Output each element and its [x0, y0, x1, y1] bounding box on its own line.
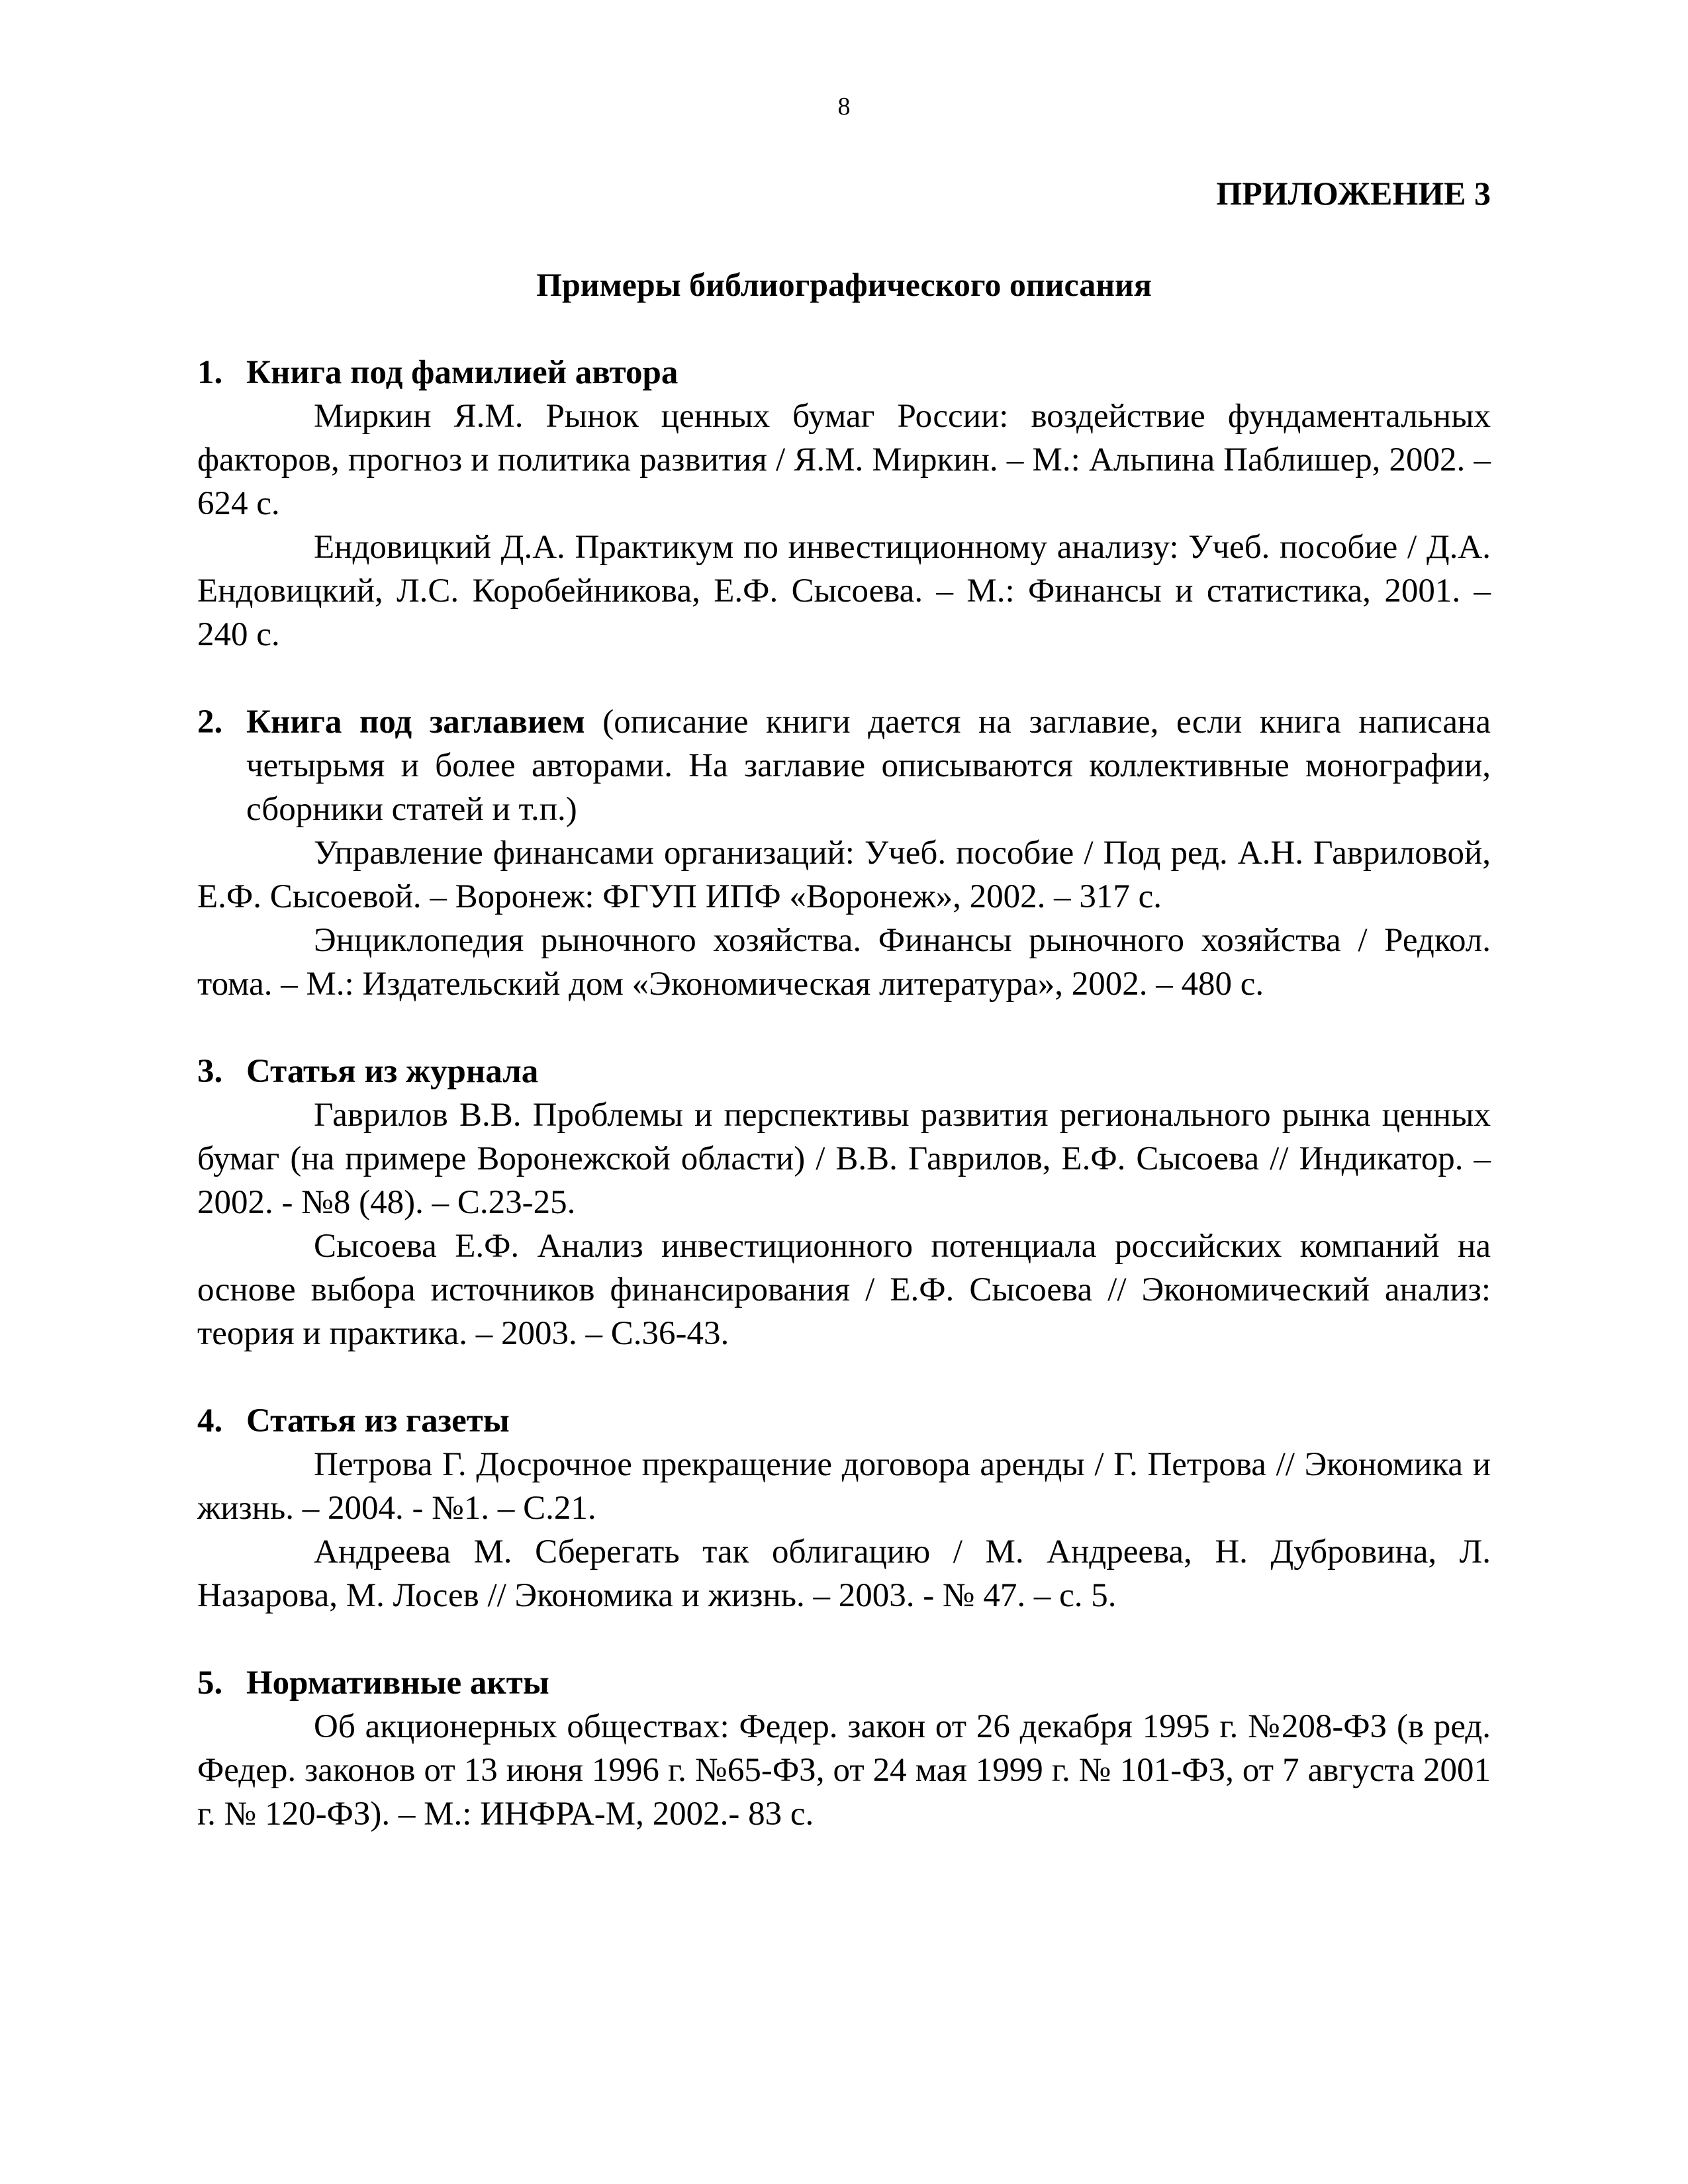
section-heading: [197, 1661, 1491, 1705]
bibliography-entry: Об акционерных обществах: Федер. закон от 26 декабря 1995 г. №208-ФЗ (в ред. Федер. законов от 13 июня 1996 г. №65-ФЗ, от 24 мая 1999 г. № 101-ФЗ, от 7 августа 2001 г. № 120-ФЗ). – М.: ИНФРА-М, 2002.- 83 с.: [197, 1708, 1491, 1833]
section-title: Книга под фамилией автора: [246, 354, 679, 391]
section-title: Книга под заглавием: [246, 704, 585, 741]
section-author-book: [197, 351, 1491, 657]
bibliography-entry: Энциклопедия рыночного хозяйства. Финансы рыночного хозяйства / Редкол. тома. – М.: Издательский дом «Экономическая литература», 2002. – 480 с.: [197, 922, 1491, 1003]
bibliography-entry: Андреева М. Сберегать так облигацию / М. Андреева, Н. Дубровина, Л. Назарова, М. Лосев // Экономика и жизнь. – 2003. - № 47. – с. 5.: [197, 1533, 1491, 1614]
bibliography-entry: Петрова Г. Досрочное прекращение договора аренды / Г. Петрова // Экономика и жизнь. – 2004. - №1. – С.21.: [197, 1446, 1491, 1527]
bibliography-entry: Ендовицкий Д.А. Практикум по инвестиционному анализу: Учеб. пособие / Д.А. Ендовицкий, Л.С. Коробейникова, Е.Ф. Сысоева. – М.: Финансы и статистика, 2001. – 240 с.: [197, 529, 1491, 653]
section-number: 5.: [197, 1664, 223, 1702]
section-newspaper-article: [197, 1399, 1491, 1617]
section-normative-acts: [197, 1661, 1491, 1836]
section-title: Статья из журнала: [246, 1053, 539, 1090]
section-number: 3.: [197, 1053, 223, 1090]
bibliography-entry: Гаврилов В.В. Проблемы и перспективы развития регионального рынка ценных бумаг (на примере Воронежской области) / В.В. Гаврилов, Е.Ф. Сысоева // Индикатор. – 2002. - №8 (48). – С.23-25.: [197, 1097, 1491, 1221]
section-title-book: [197, 700, 1491, 1006]
bibliography-entry: Управление финансами организаций: Учеб. пособие / Под ред. А.Н. Гавриловой, Е.Ф. Сысоевой. – Воронеж: ФГУП ИПФ «Воронеж», 2002. – 317 с.: [197, 835, 1491, 915]
section-number: 4.: [197, 1402, 223, 1439]
section-note: (описание книги дается на заглавие, если книга написана четырьмя и более авторами. На заглавие описываются коллективные монографии, сборники статей и т.п.): [246, 704, 1491, 828]
section-journal-article: [197, 1050, 1491, 1355]
section-title: Нормативные акты: [246, 1664, 549, 1702]
page-number: 8: [837, 93, 851, 120]
bibliography-entry: Сысоева Е.Ф. Анализ инвестиционного потенциала российских компаний на основе выбора источников финансирования / Е.Ф. Сысоева // Экономический анализ: теория и практика. – 2003. – С.36-43.: [197, 1228, 1491, 1352]
bibliography-entry: Миркин Я.М. Рынок ценных бумаг России: воздействие фундаментальных факторов, прогноз и политика развития / Я.М. Миркин. – М.: Альпина Паблишер, 2002. – 624 с.: [197, 398, 1491, 522]
section-number: 1.: [197, 354, 223, 391]
section-heading: [197, 1399, 1491, 1443]
appendix-label: ПРИЛОЖЕНИЕ 3: [1216, 175, 1491, 212]
section-heading: [197, 351, 1491, 394]
section-heading: [197, 1050, 1491, 1093]
bibliography-content: [197, 351, 1491, 1836]
section-title: Статья из газеты: [246, 1402, 510, 1439]
section-heading: [197, 700, 1491, 831]
page-title: Примеры библиографического описания: [536, 266, 1152, 303]
section-number: 2.: [197, 704, 223, 741]
